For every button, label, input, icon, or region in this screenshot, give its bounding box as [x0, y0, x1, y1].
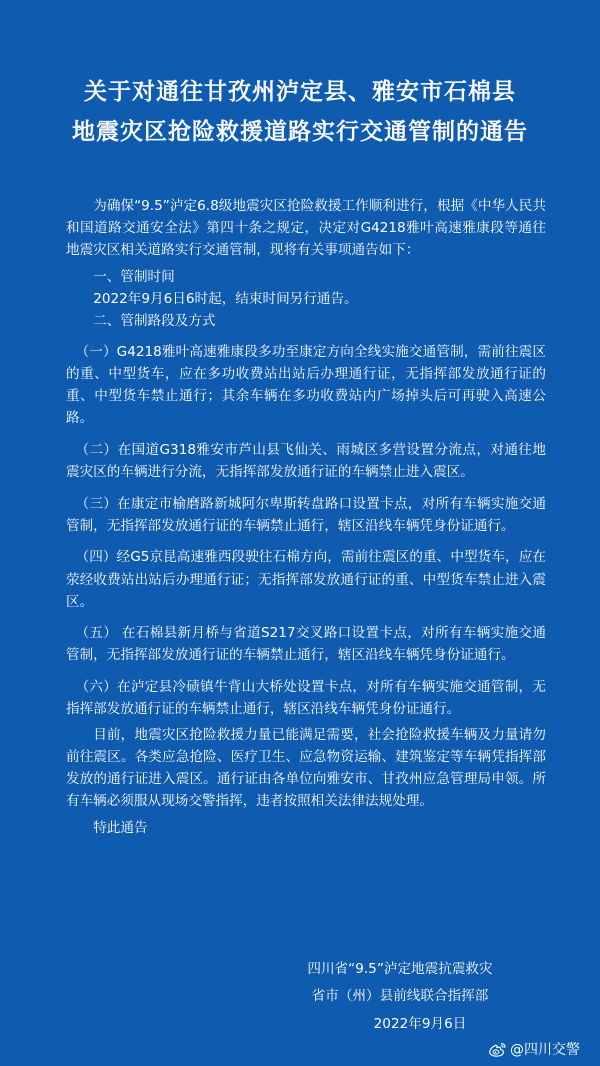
signature-line-1: 四川省“9.5”泸定地震抗震救灾	[307, 961, 493, 977]
signature-line-2: 省市（州）县前线联合指挥部	[311, 988, 489, 1004]
notice-date: 2022年9月6日	[373, 1016, 467, 1032]
control-item: （六）在泸定县冷碛镇牛背山大桥处设置卡点，对所有车辆实施交通管制，无指挥部发放通行证的车辆禁止通行，辖区沿线车辆凭身份证通行。	[66, 678, 546, 717]
notice-title-line-1: 关于对通往甘孜州泸定县、雅安市石棉县	[84, 79, 516, 105]
weibo-watermark	[488, 1038, 580, 1060]
intro-paragraph: 为确保“9.5”泸定6.8级地震灾区抢险救援工作顺利进行，根据《中华人民共和国道路交通安全法》第四十条之规定，决定对G4218雅叶高速雅康段等通往地震灾区相关道路实行交通管制，现将有关事项通告如下：	[66, 198, 546, 259]
notice-title-line-2: 地震灾区抢险救援道路实行交通管制的通告	[72, 119, 528, 145]
control-item: （三）在康定市榆磨路新城阿尔卑斯转盘路口设置卡点，对所有车辆实施交通管制，无指挥部发放通行证的车辆禁止通行，辖区沿线车辆凭身份证通行。	[66, 495, 546, 534]
closing-paragraph: 目前，地震灾区抢险救援力量已能满足需要，社会抢险救援车辆及力量请勿前往震区。各类应急抢险、医疗卫生、应急物资运输、建筑鉴定等车辆凭指挥部发放的通行证进入震区。通行证由各单位向雅安市、甘孜州应急管理局申领。所有车辆必须服从现场交警指挥，违者按照相关法律法规处理。	[66, 727, 546, 810]
control-item: （五） 在石棉县新月桥与省道S217交叉路口设置卡点，对所有车辆实施交通管制，无指挥部发放通行证的车辆禁止通行，辖区沿线车辆凭身份证通行。	[66, 625, 546, 664]
special-notice: 特此通告	[93, 820, 148, 837]
weibo-icon	[488, 1041, 508, 1058]
control-item: （四）经G5京昆高速雅西段驶往石棉方向，需前往震区的重、中型货车，应在荥经收费站出站后办理通行证；无指挥部发放通行证的重、中型货车禁止进入震区。	[66, 549, 546, 610]
notice-body	[66, 195, 546, 844]
section-2-heading: 二、管制路段及方式	[93, 313, 216, 330]
section-1-text: 2022年9月6日6时起，结束时间另行通告。	[93, 290, 358, 307]
control-item: （二）在国道G318雅安市芦山县飞仙关、雨城区多营设置分流点，对通往地震灾区的车辆进行分流，无指挥部发放通行证的车辆禁止进入震区。	[66, 442, 546, 481]
section-1-heading: 一、管制时间	[93, 268, 175, 285]
control-item: （一）G4218雅叶高速雅康段多功至康定方向全线实施交通管制，需前往震区的重、中型货车，应在多功收费站出站后办理通行证，无指挥部发放通行证的重、中型货车禁止通行；其余车辆在多功收费站内广场掉头后可再驶入高速公路。	[66, 344, 546, 427]
watermark-text: @四川交警	[510, 1042, 580, 1058]
